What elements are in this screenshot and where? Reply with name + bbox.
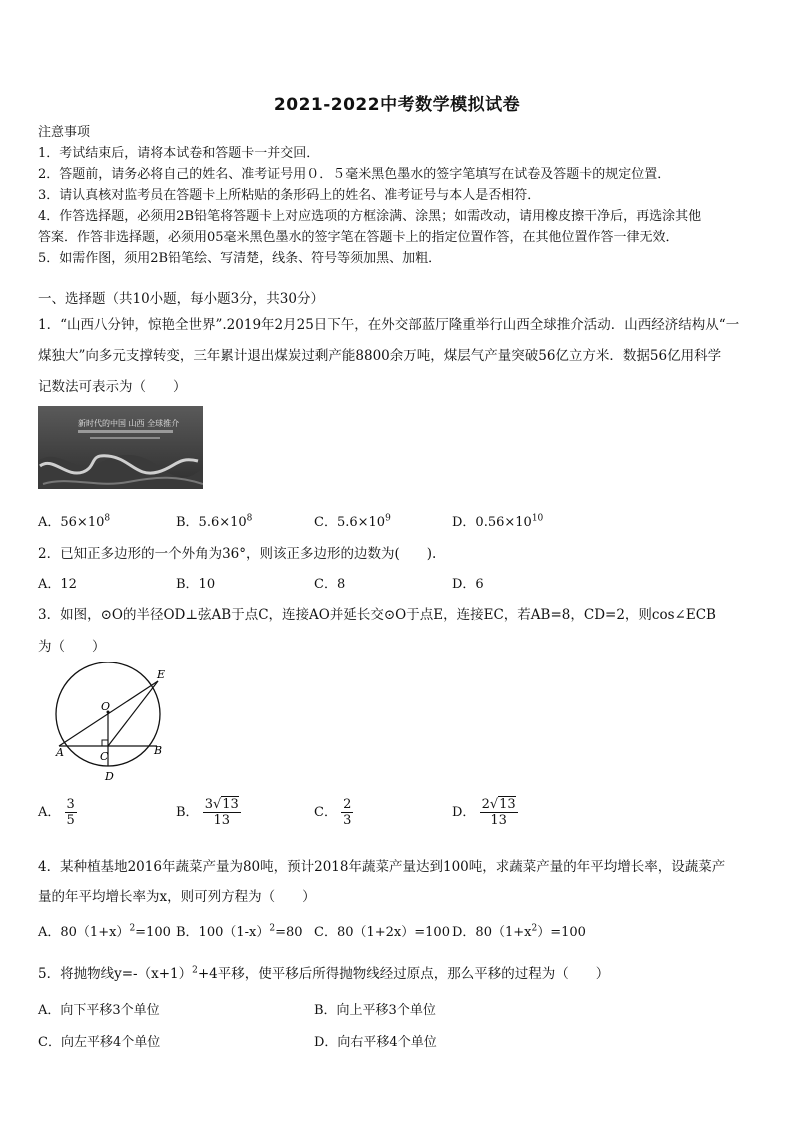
notice-item: 答案．作答非选择题，必须用05毫米黑色墨水的签字笔在答题卡上的指定位置作答，在其他位置作答一律无效． [38, 230, 679, 245]
option-c[interactable]: C．$5.6\times 10^9$ [314, 513, 391, 530]
option-b[interactable]: B．10 [176, 577, 216, 592]
notice-item: 5．如需作图，须用2B铅笔绘、写清楚，线条、符号等须加黑、加粗． [38, 251, 442, 266]
option-d[interactable]: D．$80(1+x^2)=100$ [452, 923, 586, 940]
option-a[interactable]: A． $\frac{3}{5}$ [38, 797, 75, 828]
photo-caption: 新时代的中国 山西 全球推介 [78, 419, 180, 428]
question-1-line: 1．“山西八分钟，惊艳全世界”.2019年2月25日下午，在外交部蓝厅隆重举行山西全球推介活动．山西经济结构从“一 [38, 317, 740, 333]
option-d[interactable]: D． $\frac{2√13}{13}$ [452, 797, 516, 828]
question-5-text: 5．将抛物线$y=-(x+1)^2+4$平移，使平移后所得抛物线经过原点，那么平移的过程为（ ） [38, 965, 610, 982]
option-a[interactable]: A．向下平移3个单位 [38, 1003, 160, 1018]
option-a[interactable]: A．12 [38, 577, 77, 592]
option-b[interactable]: B．向上平移3个单位 [314, 1003, 436, 1018]
option-b[interactable]: B． $\frac{3√13}{13}$ [176, 797, 239, 828]
option-d[interactable]: D．$0.56\times 10^{10}$ [452, 513, 544, 530]
question-1-line: 记数法可表示为（ ） [38, 379, 187, 395]
notice-heading: 注意事项 [38, 125, 91, 140]
option-b[interactable]: B．$100(1-x)^2=80$ [176, 923, 303, 940]
question-3-line: 为（ ） [38, 639, 106, 655]
section-heading: 一、选择题（共10小题，每小题3分，共30分） [38, 291, 324, 307]
notice-item: 1．考试结束后，请将本试卷和答题卡一并交回． [38, 146, 320, 161]
question-1-line: 煤独大”向多元支撑转变，三年累计退出煤炭过剩产能8800余万吨，煤层气产量突破56亿立方米．数据56亿用科学 [38, 348, 722, 364]
label-b: B [154, 744, 163, 757]
label-e: E [157, 668, 166, 681]
notice-item: 3．请认真核对监考员在答题卡上所粘贴的条形码上的姓名、准考证号与本人是否相符． [38, 188, 541, 203]
option-c[interactable]: C．80（1+2x）=100 [314, 925, 450, 940]
option-c[interactable]: C．向左平移4个单位 [38, 1035, 161, 1050]
label-a: A [56, 746, 64, 759]
notice-item: 2．答题前，请务必将自己的姓名、准考证号用０．５毫米黑色墨水的签字笔填写在试卷及答题卡的规定位置． [38, 167, 671, 182]
question-3-line: 3．如图，⊙O的半径OD⊥弦AB于点C，连接AO并延长交⊙O于点E，连接EC，若AB=8，CD=2，则cos∠ECB [38, 607, 716, 623]
option-d[interactable]: D．6 [452, 577, 484, 592]
circle-figure [48, 662, 178, 787]
page-title: 2021-2022中考数学模拟试卷 [273, 95, 521, 115]
question-4-line: 4．某种植基地2016年蔬菜产量为80吨，预计2018年蔬菜产量达到100吨，求蔬菜产量的年平均增长率，设蔬菜产 [38, 859, 726, 875]
label-c: C [100, 750, 109, 763]
label-o: O [101, 700, 111, 713]
option-c[interactable]: C．8 [314, 577, 346, 592]
notice-item: 4．作答选择题，必须用2B铅笔将答题卡上对应选项的方框涂满、涂黑；如需改动，请用橡皮擦干净后，再选涂其他 [38, 209, 702, 224]
label-d: D [105, 770, 114, 783]
option-a[interactable]: A．$56\times 10^8$ [38, 513, 111, 530]
question-2-text: 2．已知正多边形的一个外角为36°，则该正多边形的边数为( ). [38, 546, 437, 562]
question-4-line: 量的年平均增长率为x，则可列方程为（ ） [38, 889, 316, 905]
option-a[interactable]: A．$80(1+x)^2=100$ [38, 923, 171, 940]
option-c[interactable]: C． $\frac{2}{3}$ [314, 797, 352, 828]
option-b[interactable]: B．$5.6\times 10^8$ [176, 513, 253, 530]
question-1-photo [38, 406, 203, 489]
option-d[interactable]: D．向右平移4个单位 [314, 1035, 437, 1050]
